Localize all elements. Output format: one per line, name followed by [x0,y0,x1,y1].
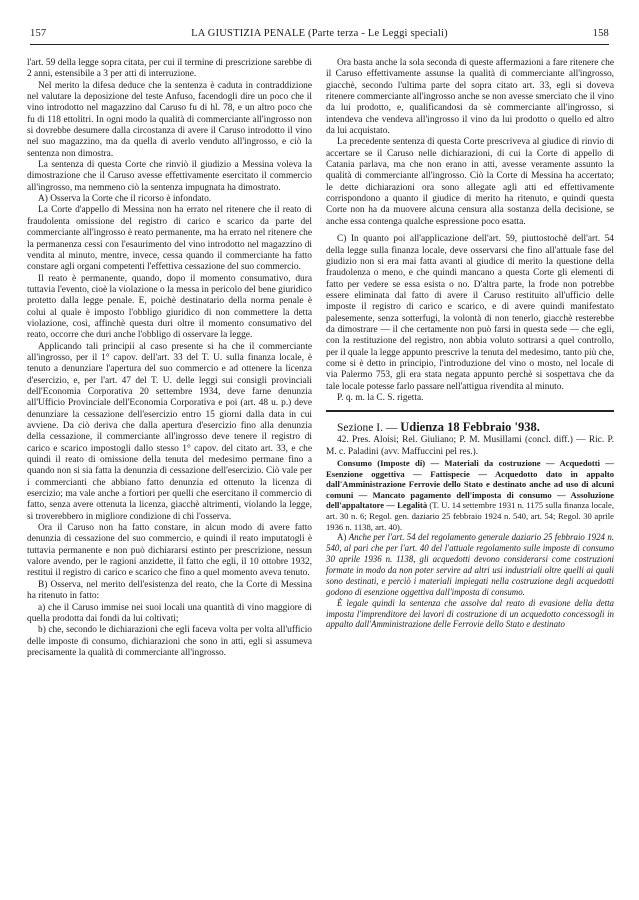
section-heading [326,420,614,435]
paragraph: La precedente sentenza di questa Corte prescriveva al giudice di rinvio di accertare se il Caruso nelle dichiarazioni, di cui la Corte di appello di Catania parlava, ma che non erano in atti, avesse veramente assunto la qualità di commerciante all'ingrosso. Ciò la Corte di Messina ha accertato; le dette dichiarazioni ora sono allegate agli atti ed effettivamente corrispondono a quanto il giudice di merito ha ritenuto, e quindi questa Corte non ha da muovere alcuna censura alla sostanza della decisione, se anche essa contenga qualche espressione poco esatta. [326,137,614,227]
massima-references: (T. U. 14 settembre 1931 n. 1175 sulla finanza locale, art. 30 n. 6; Regol. gen. daziario 25 febbraio 1924 n. 540, art. 54; Regol. 30 aprile 1936 n. 1138, art. 40). [326,500,614,532]
maxim-text-2: È legale quindi la sentenza che assolve dal reato di evasione della detta imposta l'imprenditore dei lavori di costruzione di un acquedotto concessogli in appalto dall'Amministrazione delle Ferrovie dello Stato e destinato [326,597,614,630]
paragraph: Applicando tali principii al caso presente si ha che il commerciante all'ingrosso, per il 1° capov. dell'art. 33 del T. U. sulla finanza locale, è tenuto a denunziare l'apertura del suo commercio e ad ottenere la licenza d'esercizio, e, per l'art. 47 del T. U. delle leggi sui consigli provinciali dell'Economia Corporativa 20 settembre 1934, deve farne denunzia all'Ufficio Provinciale dell'Economia Corporativa e poi (art. 48 u. p.) deve denunziare la cessazione dell'esercizio entro 15 giorni dalla data in cui avviene. Da ciò deriva che dalla apertura d'esercizio fino alla denunzia della cessazione, il commerciante all'ingrosso deve tenere il registro di carico e scarico impostogli dallo stesso 1° capov. del citato art. 33, e che quindi il reato di omissione della tenuta del medesimo permane fino a quando non si sia fatta la denunzia di cessazione dell'esercizio. Ciò vale per i commercianti che abbiano fatto denunzia ed ottenuto la licenza di esercizio; ma vale anche a fortiori per quelli che esercitano il commercio di fatto, senza avere ottenuta la licenza, giacchè altrimenti, violando la legge, si troverebbero in migliore condizione di chi l'osserva. [27,341,312,522]
massima-keywords: Consumo (Imposte di) — Materiali da costruzione — Acquedotti — Esenzione oggettiva — Fattispecie — Acquedotto dato in appalto dall'Amministrazione Ferrovie dello Stato e destinato anche ad uso di alcuni comuni — Mancato pagamento dell'imposta di consumo — Assoluzione dell'appaltatore — Legalità [326,458,614,511]
paragraph: B) Osserva, nel merito dell'esistenza del reato, che la Corte di Messina ha ritenuto in fatto: [27,579,312,602]
paragraph: Ora il Caruso non ha fatto constare, in alcun modo di avere fatto denunzia di cessazione del suo commercio, e quindi il reato imputatogli è tuttavia permanente e non può dichiararsi estinto per prescrizione, nessun valore avendo, per le ragioni anzidette, il fatto che egli, il 10 ottobre 1932, restituì il registro di carico e scarico che fino a quel momento aveva tenuto. [27,523,312,579]
paragraph: a) che il Caruso immise nei suoi locali una quantità di vino maggiore di quella prodotta dai fondi da lui coltivati; [27,602,312,624]
left-column [27,58,312,659]
maxim-label: A) [337,532,347,543]
page-number-right: 158 [592,28,609,39]
page-number-left: 157 [30,28,47,39]
paragraph: C) In quanto poi all'applicazione dell'art. 59, piuttostochè dell'art. 54 della legge sulla finanza locale, deve osservarsi che fino all'attuale fase del giudizio non si era mai fatta avanti al giudice di merito la questione della fraudolenza o meno, e che quindi mancano a questa Corte gli elementi di fatto per vedere se essa esista o no. D'altra parte, la frode non potrebbe essere eliminata dal fatto di avere il Caruso restituito all'ufficio delle imposte il registro di carico e scarico, e di avere quindi manifestato palesemente, senza sotterfugi, la volontà di non tenerlo, giacchè resterebbe da dimostrare — il che certamente non può farsi in questa sede — che egli, con la restituzione del registro, non abbia voluto sottrarsi a quel controllo, per il quale la legge appunto prescrive la tenuta del medesimo, tanto più che, come si è detto in principio, l'introduzione del vino o mosto, nel locale di via Palermo 753, gli era stata negata appunto perchè si sospettava che da tale locale potesse farlo passare nell'attigua rivendita al minuto. [326,234,614,392]
section-label: Sezione I. — [337,422,398,435]
paragraph: l'art. 59 della legge sopra citata, per cui il termine di prescrizione sarebbe di 2 anni, estensibile a 3 per atti di interruzione. [27,58,312,80]
maxim-a-continued [326,598,614,631]
paragraph: La Corte d'appello di Messina non ha errato nel ritenere che il reato di fraudolenta omissione del registro di carico e scarico da parte del commerciante all'ingrosso è reato permanente, ma ha errato nel ritenere che la permanenza cessi con l'esaurimento del vino introdotto nel magazzino di vendita al minuto, mentre, invece, cessa quando il commerciante ha fatto constare agli organi competenti l'effettiva cessazione del suo commercio. [27,205,312,273]
paragraph: Il reato è permanente, quando, dopo il momento consumativo, dura tuttavia l'evento, cioè la violazione o la messa in pericolo del bene giuridico protetto dalla legge penale. E, poichè destinatario della norma penale è colui al quale è imposto l'obbligo giuridico di non commettere la detta violazione, così, affinchè questa duri oltre il momento consumativo del reato, occorre che duri anche l'obbligo di osservare la legge. [27,273,312,341]
paragraph: Nel merito la difesa deduce che la sentenza è caduta in contraddizione nel valutare la deposizione del teste Anfuso, facendogli dire un poco che il vino introdotto nel magazzino dal Caruso fu di hl. 78, e un altro poco che fu di 118 ettolitri. In ogni modo la qualità di commerciante all'ingrosso non si dovrebbe desumere dalla circostanza di avere il Caruso introdotto il vino nel suo magazzino, ma da quella di averlo venduto all'ingrosso, e ciò la sentenza non dimostra. [27,80,312,159]
maxim-a [326,532,614,597]
paragraph: A) Osserva la Corte che il ricorso è infondato. [38,194,212,205]
header-rule [30,44,609,45]
running-title: LA GIUSTIZIA PENALE (Parte terza - Le Leggi speciali) [191,28,448,39]
paragraph: La sentenza di questa Corte che rinviò il giudizio a Messina voleva la dimostrazione che il Caruso avesse effettivamente esercitato il commercio all'ingrosso, ma nemmeno ciò la sentenza impugnata ha dimostrato. [27,160,312,193]
section-rule [326,410,614,412]
massima [326,458,614,532]
maxim-text: Anche per l'art. 54 del regolamento generale daziario 25 febbraio 1924 n. 540, al pari che per l'art. 40 del l'attuale regolamento sulle imposte di consumo 30 aprile 1936 n. 1138, gli acquedotti devono considerarsi come costruzioni formate in modo da non poter servire ad altri usi industriali oltre quelli ai quali sono destinati, e perciò i materiali impiegati nella costruzione degli acquedotti godono di esenzione oggettiva dall'imposta di consumo. [326,532,615,597]
right-column [326,58,614,630]
paragraph: b) che, secondo le dichiarazioni che egli faceva volta per volta all'ufficio delle imposte di consumo, dichiarazioni che sono in atti, egli si assumeva precisamente la qualità di commerciante all'ingrosso. [27,625,312,658]
paragraph: Ora basta anche la sola seconda di queste affermazioni a fare ritenere che il Caruso effettivamente assunse la qualità di commerciante all'ingrosso, giacchè, secondo l'ultima parte del sopra citato art. 33, egli si doveva ritenere commerciante all'ingrosso anche se non avesse smerciato che il vino da lui prodotto, e, qualificandosi da sè commerciante all'ingrosso, si intendeva che vendeva all'ingrosso il vino da lui prodotto o quello ed altro da lui acquistato. [326,58,614,137]
paragraph: P. q. m. la C. S. rigetta. [337,392,424,403]
running-header [30,28,609,42]
hearing-date: Udienza 18 Febbraio '938. [400,420,540,435]
case-meta: 42. Pres. Aloisi; Rel. Giuliano; P. M. Musillami (concl. diff.) — Ric. P. M. c. Paladini (avv. Maffuccini pel res.). [326,435,614,457]
